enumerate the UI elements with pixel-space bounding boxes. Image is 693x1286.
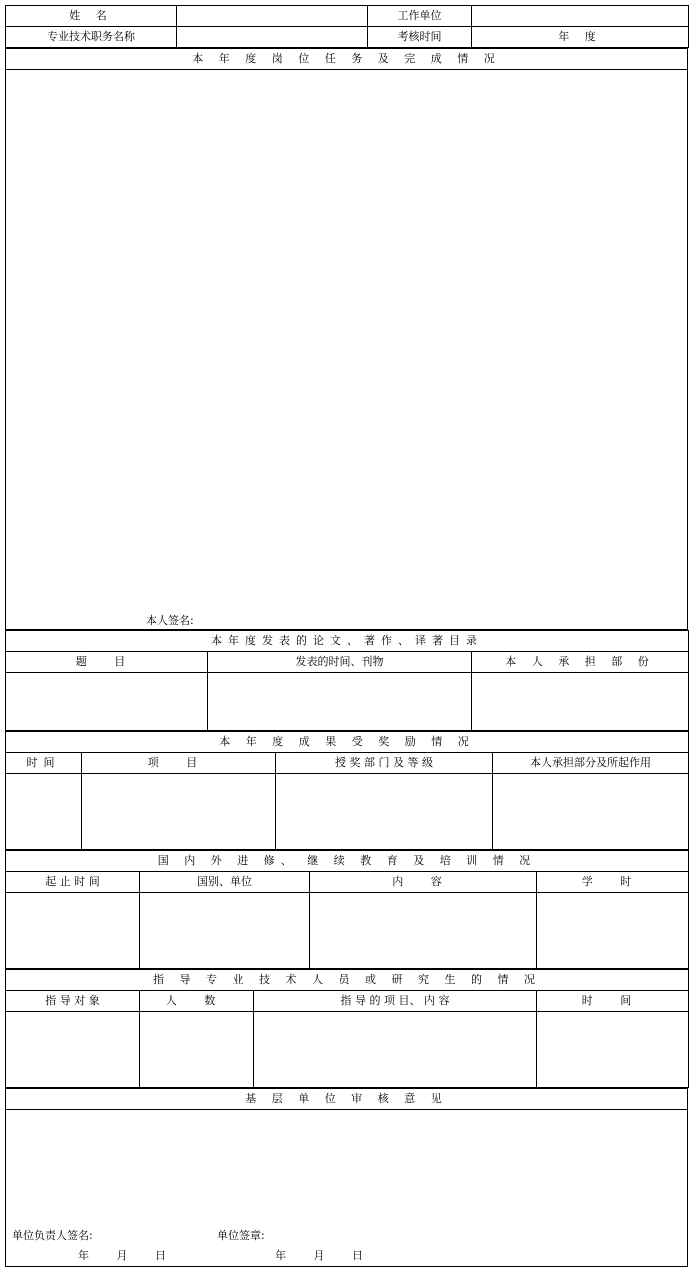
assessment-form [5,5,688,1267]
section-review-title: 基 层 单 位 审 核 意 见 [6,1089,688,1110]
col-award-time: 时间 [6,753,82,774]
section-mentoring-title: 指 导 专 业 技 术 人 员 或 研 究 生 的 情 况 [6,970,689,991]
leader-signature-label: 单位负责人签名: [12,1229,93,1242]
col-period: 起 止 时 间 [6,872,140,893]
work-unit-field[interactable] [472,6,689,27]
col-mentor-time: 时 间 [537,991,689,1012]
section-awards-title: 本 年 度 成 果 受 奖 励 情 况 [6,732,689,753]
col-title: 题 目 [6,652,208,673]
col-country-unit: 国别、单位 [140,872,310,893]
project-cell[interactable] [254,1012,537,1088]
col-award-item: 项 目 [82,753,276,774]
pub-title-cell[interactable] [6,673,208,731]
section-duties-content[interactable] [6,70,688,630]
year-field[interactable]: 年 度 [472,27,689,48]
review-time-label: 考核时间 [368,27,472,48]
col-count: 人 数 [140,991,254,1012]
award-item-cell[interactable] [82,774,276,850]
leader-date: 年 月 日 [78,1249,178,1262]
col-content: 内 容 [310,872,537,893]
pub-time-cell[interactable] [208,673,472,731]
training-period-cell[interactable] [6,893,140,969]
training-hours-cell[interactable] [537,893,689,969]
col-project: 指 导 的 项 目、 内 容 [254,991,537,1012]
col-own-part: 本 人 承 担 部 份 [472,652,689,673]
section-review [5,1088,688,1267]
title-label: 专业技术职务名称 [6,27,177,48]
award-dept-cell[interactable] [276,774,493,850]
name-field[interactable] [177,6,368,27]
section-publications [5,630,689,731]
section-review-content[interactable] [6,1110,688,1267]
training-unit-cell[interactable] [140,893,310,969]
mentee-cell[interactable] [6,1012,140,1088]
seal-date: 年 月 日 [275,1249,375,1262]
section-training [5,850,689,969]
header-table [5,5,689,48]
section-awards [5,731,689,850]
section-mentoring [5,969,689,1088]
section-duties [5,48,688,630]
section-duties-title: 本 年 度 岗 位 任 务 及 完 成 情 况 [6,49,688,70]
mentor-time-cell[interactable] [537,1012,689,1088]
self-signature-label: 本人签名: [146,614,194,627]
col-award-role: 本人承担部分及所起作用 [493,753,689,774]
col-hours: 学 时 [537,872,689,893]
col-mentee: 指 导 对 象 [6,991,140,1012]
section-training-title: 国 内 外 进 修、 继 续 教 育 及 培 训 情 况 [6,851,689,872]
col-pub-time: 发表的时间、刊物 [208,652,472,673]
award-time-cell[interactable] [6,774,82,850]
unit-seal-label: 单位签章: [217,1229,265,1242]
name-label: 姓 名 [6,6,177,27]
col-award-dept: 授 奖 部 门 及 等 级 [276,753,493,774]
title-field[interactable] [177,27,368,48]
count-cell[interactable] [140,1012,254,1088]
work-unit-label: 工作单位 [368,6,472,27]
training-content-cell[interactable] [310,893,537,969]
pub-part-cell[interactable] [472,673,689,731]
award-role-cell[interactable] [493,774,689,850]
section-publications-title: 本年度发表的论文、著作、译著目录 [6,631,689,652]
